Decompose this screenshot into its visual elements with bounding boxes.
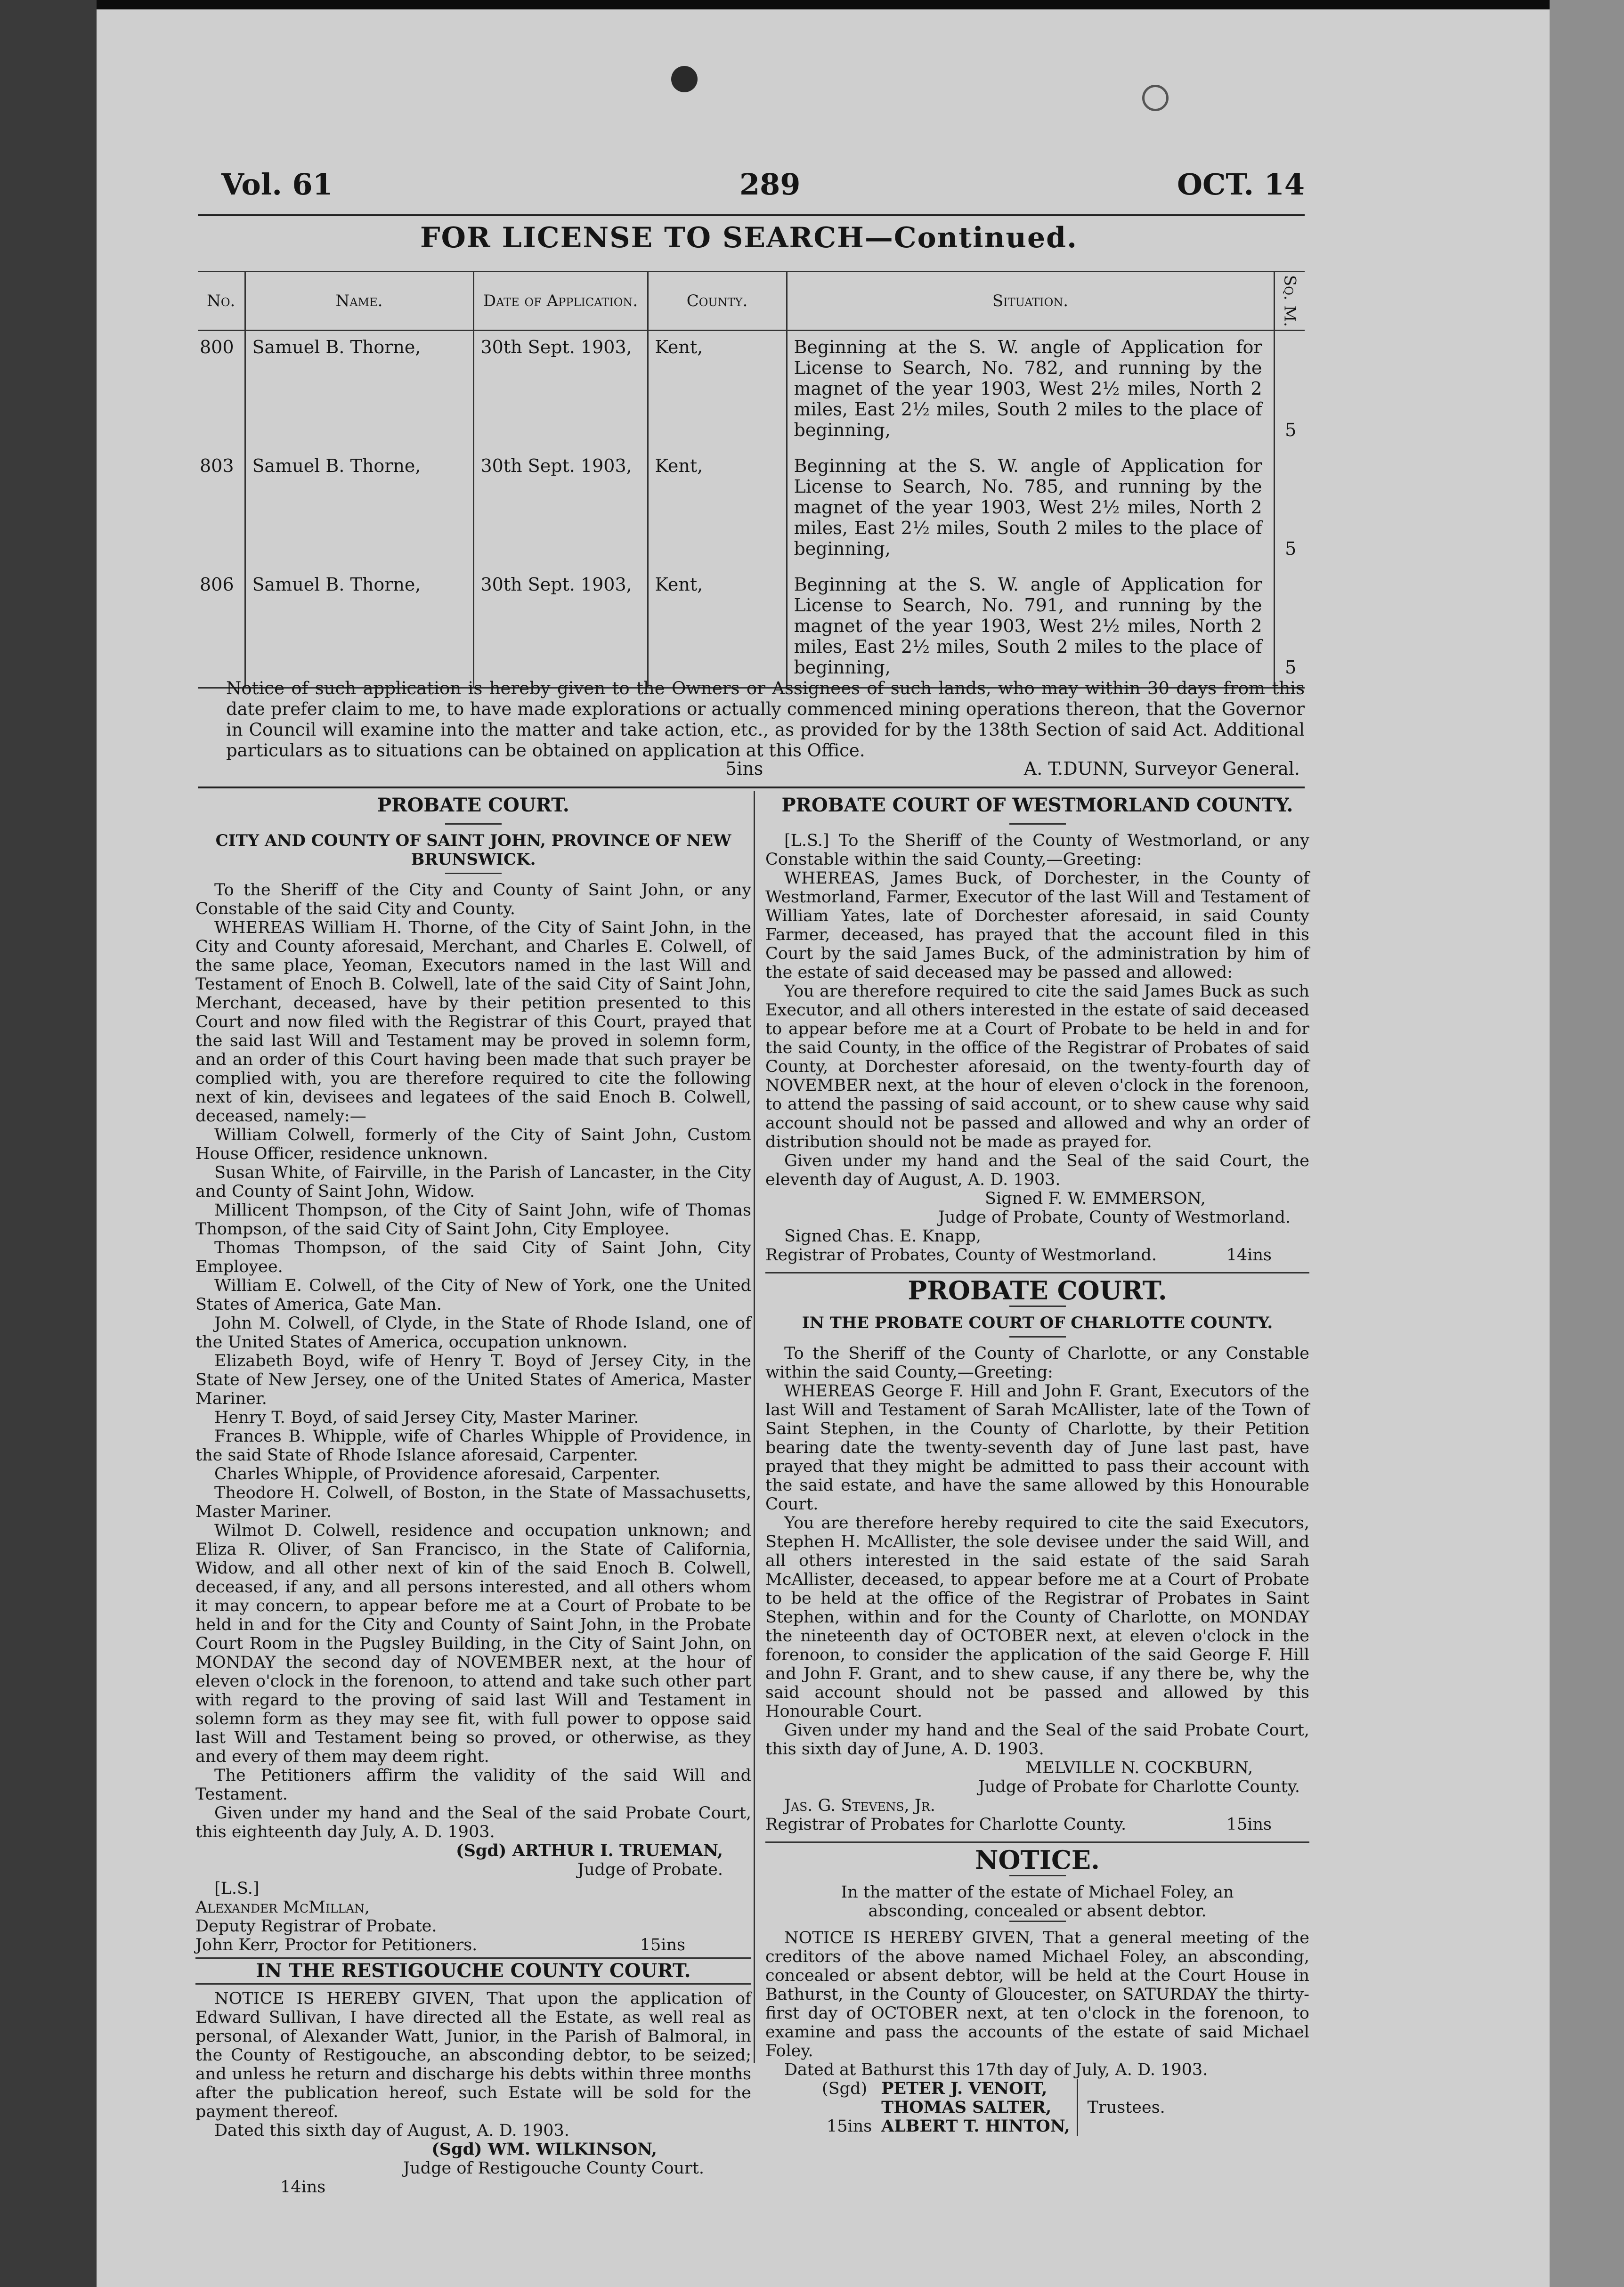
judge-signature: Signed F. W. EMMERSON, [985,1189,1206,1208]
row-no: 800 [200,337,234,357]
paragraph: To the Sheriff of the City and County of Saint John, or any Constable of the said City and County. [195,881,751,918]
divider [1009,1306,1066,1307]
page-number: 289 [739,167,801,202]
trustee-name: ALBERT T. HINTON, [881,2117,1070,2136]
col-situation: Situation. [787,272,1274,331]
paragraph: NOTICE IS HEREBY GIVEN, That upon the application of Edward Sullivan, I have directed all the Estate, as well real as personal, of Alexander Watt, Junior, in the Parish of Balmoral, in the County of Restigouche, an absconding debtor, to be seized; and unless he return and discharge his debts within three months after the publication hereof, such Estate will be sold for the payment thereof. [195,1989,751,2121]
judge-title: Judge of Probate, County of Westmorland. [938,1208,1291,1227]
punch-hole [1142,85,1169,111]
license-table-header [198,272,1305,331]
paragraph: Given under my hand and the Seal of the said Probate Court, this sixth day of June, A. D. 1903. [765,1721,1309,1759]
paragraph: Susan White, of Fairville, in the Parish of Lancaster, in the City and County of Saint John, Widow. [195,1163,751,1201]
col-date: Date of Application. [473,272,648,331]
deputy-name: Alexander McMillan, [195,1898,370,1917]
probate-court-title: PROBATE COURT. [377,794,569,816]
row-situation: Beginning at the S. W. angle of Application for License to Search, No. 791, and running by the magnet of the year 1903, West 2½ miles, North 2 miles, East 2½ miles, South 2 miles to the place of beginning, [787,568,1274,688]
paragraph: Frances B. Whipple, wife of Charles Whipple of Providence, in the said State of Rhode Islance aforesaid, Carpenter. [195,1427,751,1465]
row-name: Samuel B. Thorne, [245,568,473,688]
proctor: John Kerr, Proctor for Petitioners. [195,1936,478,1954]
col-county: County. [648,272,787,331]
left-column [195,796,751,2197]
paragraph: Thomas Thompson, of the said City of Saint John, City Employee. [195,1239,751,1276]
trustee-name: PETER J. VENOIT, [881,2079,1047,2098]
row-no: 806 [200,574,234,595]
section-rule [765,1272,1309,1273]
insertion-count: 15ins [1226,1815,1272,1834]
row-sq: 5 [1274,331,1305,450]
paragraph: The Petitioners affirm the validity of the said Will and Testament. [195,1766,751,1804]
divider [1009,1336,1066,1338]
row-county: Kent, [648,450,787,568]
insertion-count: 14ins [1226,1246,1272,1265]
dated-line: Dated this sixth day of August, A. D. 1903. [214,2121,569,2140]
trustees-list [881,2079,1078,2136]
restigouche-title: IN THE RESTIGOUCHE COUNTY COURT. [256,1960,691,1982]
surveyor-signature: A. T.DUNN, Surveyor General. [1023,758,1300,779]
judge-signature: (Sgd) WM. WILKINSON, [431,2140,657,2159]
paragraph: Millicent Thompson, of the City of Saint John, wife of Thomas Thompson, of the said City of Saint John, City Employee. [195,1201,751,1239]
license-notice: Notice of such application is hereby given to the Owners or Assignees of such lands, who may within 30 days from this date prefer claim to me, to have made explorations or actually commenced mining operations thereon, that the Governor in Council will examine into the matter and take action, etc., as provided for by the 138th Section of said Act. Additional particulars as to situations can be obtained on application at this Office. [226,678,1305,761]
charlotte-subtitle: IN THE PROBATE COURT OF CHARLOTTE COUNTY. [802,1314,1273,1332]
section-rule [765,1841,1309,1843]
section-rule [195,1983,751,1985]
westmorland-title: PROBATE COURT OF WESTMORLAND COUNTY. [781,794,1293,816]
seal: [L.S.] [214,1879,260,1898]
judge-signature: MELVILLE N. COCKBURN, [1025,1759,1253,1777]
notice-subtitle: In the matter of the estate of Michael Foley, an absconding, concealed or absent debtor. [841,1883,1234,1921]
registrar-signature: Signed Chas. E. Knapp, [784,1227,982,1246]
section-rule [198,787,1305,788]
left-page-edge [0,0,97,2287]
paragraph: Elizabeth Boyd, wife of Henry T. Boyd of Jersey City, in the State of New Jersey, one of the United States of America, Master Mariner. [195,1352,751,1408]
row-date: 30th Sept. 1903, [473,568,648,688]
judge-title: Judge of Restigouche County Court. [403,2159,704,2178]
paragraph: To the Sheriff of the County of Charlotte, or any Constable within the said County,—Greeting: [765,1344,1309,1382]
sgd-label: (Sgd) [822,2079,868,2098]
divider [445,823,502,825]
column-divider [754,791,755,2063]
col-sq-m: Sq. M. [1274,272,1305,331]
notice-title: NOTICE. [975,1845,1100,1875]
paragraph: Given under my hand and the Seal of the said Probate Court, this eighteenth day July, A. D. 1903. [195,1804,751,1841]
judge-signature: (Sgd) ARTHUR I. TRUEMAN, [456,1841,723,1860]
col-no: No. [207,292,235,310]
row-name: Samuel B. Thorne, [245,331,473,450]
proctor-row [195,1936,751,1954]
right-page-edge [1550,0,1624,2287]
insertion-count: 14ins [280,2178,326,2197]
registrar-title: Registrar of Probates, County of Westmorland. [765,1246,1157,1265]
punch-hole [671,66,698,92]
volume-number: Vol. 61 [221,167,333,202]
divider [1009,1875,1066,1876]
row-county: Kent, [648,568,787,688]
paragraph: WHEREAS William H. Thorne, of the City of Saint John, in the City and County aforesaid, Merchant, and Charles E. Colwell, of the same place, Yeoman, Executors named in the last Will and Testament of Enoch B. Colwell, late of the said City of Saint John, Merchant, deceased, have by their petition presented to this Court and now filed with the Registrar of this Court, prayed that the said last Will and Testament may be proved in solemn form, and an order of this Court having been made that such prayer be complied with, you are therefore required to cite the following next of kin, devisees and legatees of the said Enoch B. Colwell, deceased, namely:— [195,918,751,1126]
insertion-count: 15ins [640,1936,685,1954]
judge-title: Judge of Probate for Charlotte County. [978,1777,1300,1796]
paragraph: NOTICE IS HEREBY GIVEN, That a general meeting of the creditors of the above named Michael Foley, an absconding, concealed or absent debtor, will be held at the Court House in Bathurst, in the County of Gloucester, on SATURDAY the thirty-first day of OCTOBER next, at ten o'clock in the forenoon, to examine and pass the accounts of the estate of said Michael Foley. [765,1929,1309,2060]
charlotte-probate-title: PROBATE COURT. [908,1275,1167,1306]
license-table [198,271,1305,689]
dated-line: Dated at Bathurst this 17th day of July, A. D. 1903. [784,2060,1208,2079]
divider [1009,1921,1066,1922]
table-row [198,331,1305,450]
table-row [198,450,1305,568]
divider [445,873,502,874]
paragraph: Henry T. Boyd, of said Jersey City, Master Mariner. [214,1408,639,1427]
row-date: 30th Sept. 1903, [473,331,648,450]
row-date: 30th Sept. 1903, [473,450,648,568]
trustees-label: Trustees. [1087,2098,1165,2117]
judge-title: Judge of Probate. [577,1860,723,1879]
license-section-title: FOR LICENSE TO SEARCH—Continued. [420,221,1078,254]
row-sq: 5 [1274,568,1305,688]
paragraph: Given under my hand and the Seal of the said Court, the eleventh day of August, A. D. 1903. [765,1152,1309,1189]
row-no: 803 [200,455,234,476]
deputy-title: Deputy Registrar of Probate. [195,1917,437,1936]
paragraph: You are therefore required to cite the said James Buck as such Executor, and all others interested in the estate of said deceased to appear before me at a Court of Probate to be held in and for the said County, in the office of the Registrar of Probates of said County, at Dorchester aforesaid, on the twenty-fourth day of NOVEMBER next, at the hour of eleven o'clock in the forenoon, to attend the passing of said account, or to shew cause why said account should not be passed and allowed and why an order of distribution should not be made as prayed for. [765,982,1309,1152]
insertion-count: 15ins [827,2117,872,2136]
registrar-title: Registrar of Probates for Charlotte County. [765,1815,1127,1834]
divider [1009,823,1066,825]
page-header [221,167,1305,210]
row-name: Samuel B. Thorne, [245,450,473,568]
address: [L.S.] To the Sheriff of the County of Westmorland, or any Constable within the said County,—Greeting: [765,831,1309,869]
paragraph: William Colwell, formerly of the City of Saint John, Custom House Officer, residence unknown. [195,1126,751,1163]
probate-court-subtitle: CITY AND COUNTY OF SAINT JOHN, PROVINCE OF NEW BRUNSWICK. [215,831,731,869]
row-sq: 5 [1274,450,1305,568]
paragraph: WHEREAS, James Buck, of Dorchester, in the County of Westmorland, Farmer, Executor of the last Will and Testament of William Yates, late of Dorchester aforesaid, in said County Farmer, deceased, has prayed that the account filed in this Court by the said James Buck, of the administration by him of the estate of said deceased may be passed and allowed: [765,869,1309,982]
row-county: Kent, [648,331,787,450]
issue-date: OCT. 14 [1177,167,1305,202]
paragraph: John M. Colwell, of Clyde, in the State of Rhode Island, one of the United States of America, occupation unknown. [195,1314,751,1352]
license-footer [226,758,1305,782]
registrar-row [765,1246,1309,1265]
paragraph: William E. Colwell, of the City of New of York, one the United States of America, Gate Man. [195,1276,751,1314]
col-name: Name. [245,272,473,331]
right-column [765,796,1309,2136]
paragraph: Theodore H. Colwell, of Boston, in the State of Massachusetts, Master Mariner. [195,1484,751,1521]
paragraph: Wilmot D. Colwell, residence and occupation unknown; and Eliza R. Oliver, of San Francisco, in the State of California, Widow, and all other next of kin of the said Enoch B. Colwell, deceased, if any, and all persons interested, and all others whom it may concern, to appear before me at a Court of Probate to be held in and for the City and County of Saint John, in the Probate Court Room in the Pugsley Building, in the City of Saint John, on MONDAY the second day of NOVEMBER next, at the hour of eleven o'clock in the forenoon, to attend and take such other part with regard to the proving of said last Will and Testament in solemn form as they may see fit, with full power to oppose said last Will and Testament being so proved, or otherwise, as they and every of them may deem right. [195,1521,751,1766]
paragraph: WHEREAS George F. Hill and John F. Grant, Executors of the last Will and Testament of Sarah McAllister, late of the Town of Saint Stephen, in the County of Charlotte, by their Petition bearing date the twenty-seventh day of June last past, have prayed that they might be admitted to pass their account with the said estate, and have the same allowed by this Honourable Court. [765,1382,1309,1514]
registrar-signature: Jas. G. Stevens, Jr. [784,1796,935,1815]
trustee-name: THOMAS SALTER, [881,2098,1052,2117]
paragraph: Charles Whipple, of Providence aforesaid, Carpenter. [214,1465,660,1484]
table-row [198,568,1305,688]
header-rule [198,214,1305,216]
row-situation: Beginning at the S. W. angle of Application for License to Search, No. 782, and running by the magnet of the year 1903, West 2½ miles, North 2 miles, East 2½ miles, South 2 miles to the place of beginning, [787,331,1274,450]
insertion-count: 5ins [725,758,763,779]
paragraph: You are therefore hereby required to cite the said Executors, Stephen H. McAllister, the sole devisee under the said Will, and all others interested in the said estate of the said Sarah McAllister, deceased, to appear before me at a Court of Probate to be held at the office of the Registrar of Probates in Saint Stephen, within and for the County of Charlotte, on MONDAY the nineteenth day of OCTOBER next, at eleven o'clock in the forenoon, to consider the application of the said George F. Hill and John F. Grant, and to shew cause, if any there be, why the said account should not be passed and allowed by this Honourable Court. [765,1514,1309,1721]
section-rule [195,1957,751,1959]
registrar-row [765,1815,1309,1834]
row-situation: Beginning at the S. W. angle of Application for License to Search, No. 785, and running by the magnet of the year 1903, West 2½ miles, North 2 miles, East 2½ miles, South 2 miles to the place of beginning, [787,450,1274,568]
